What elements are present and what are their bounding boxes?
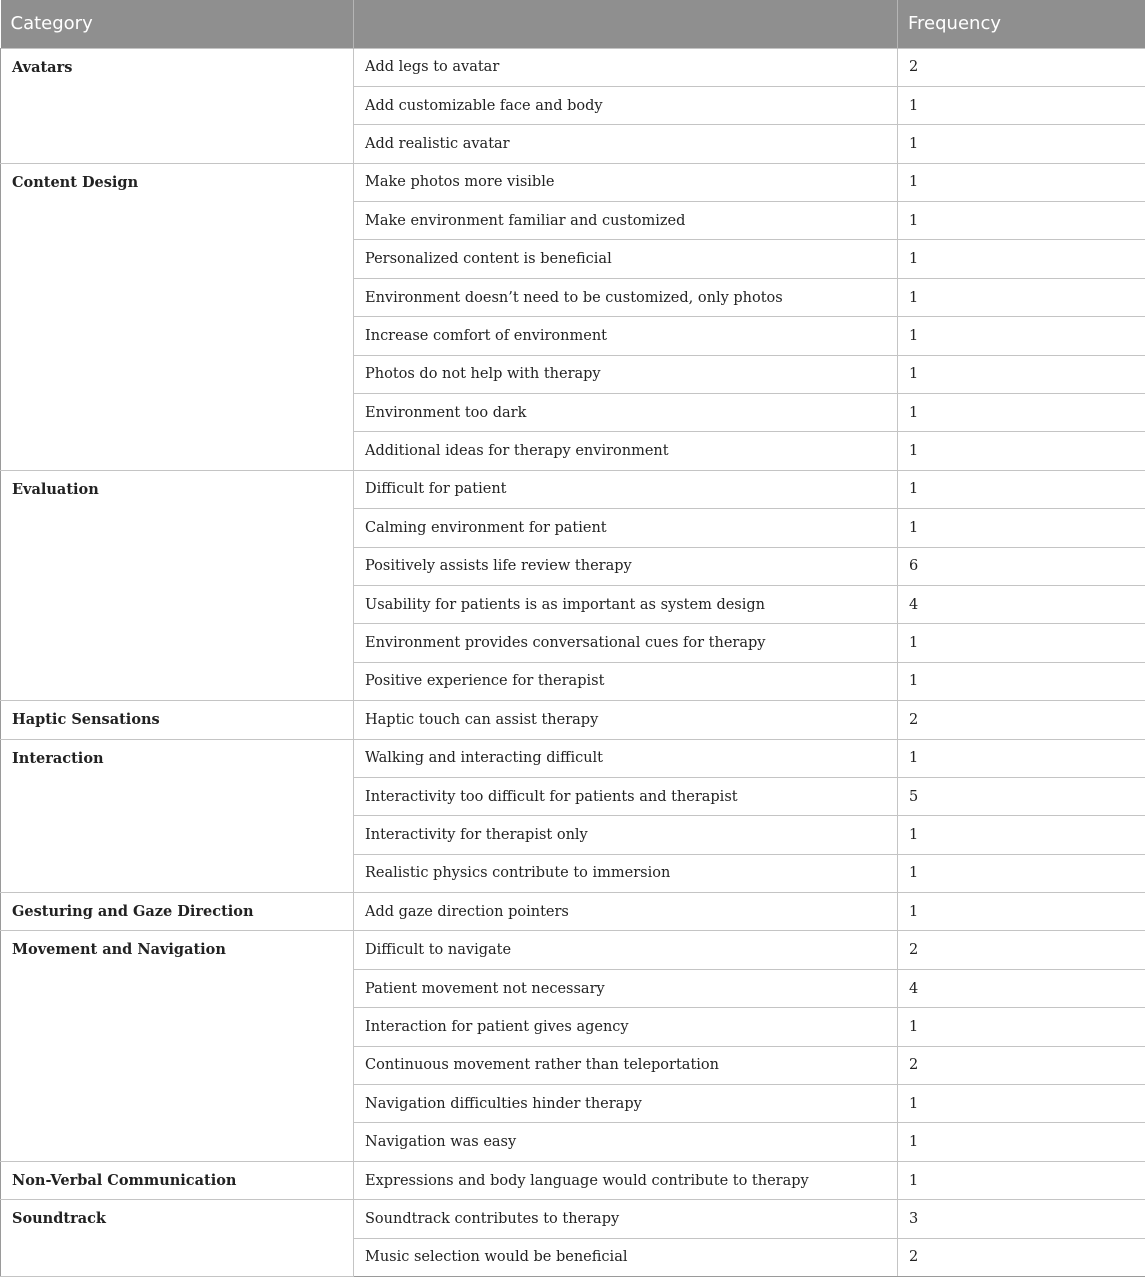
frequency-cell: 1 xyxy=(898,86,1145,124)
table-row xyxy=(1,470,1145,508)
table-row xyxy=(1,1161,1145,1199)
frequency-cell: 6 xyxy=(898,547,1145,585)
table-row xyxy=(1,931,1145,969)
item-cell: Difficult for patient xyxy=(354,470,898,508)
item-cell: Difficult to navigate xyxy=(354,931,898,969)
item-cell: Interactivity for therapist only xyxy=(354,816,898,854)
item-cell: Music selection would be beneficial xyxy=(354,1238,898,1276)
item-cell: Continuous movement rather than teleportation xyxy=(354,1046,898,1084)
frequency-cell: 1 xyxy=(898,509,1145,547)
item-cell: Soundtrack contributes to therapy xyxy=(354,1200,898,1238)
header-frequency: Frequency xyxy=(898,0,1145,48)
table-body xyxy=(1,48,1145,1277)
frequency-cell: 1 xyxy=(898,1008,1145,1046)
frequency-cell: 2 xyxy=(898,1046,1145,1084)
header-item xyxy=(354,0,898,48)
item-cell: Personalized content is beneficial xyxy=(354,240,898,278)
frequency-cell: 1 xyxy=(898,470,1145,508)
table-header xyxy=(1,0,1145,48)
item-cell: Environment provides conversational cues for therapy xyxy=(354,624,898,662)
frequency-cell: 2 xyxy=(898,48,1145,86)
frequency-cell: 2 xyxy=(898,701,1145,739)
frequency-cell: 4 xyxy=(898,969,1145,1007)
item-cell: Environment too dark xyxy=(354,394,898,432)
item-cell: Haptic touch can assist therapy xyxy=(354,701,898,739)
item-cell: Add legs to avatar xyxy=(354,48,898,86)
item-cell: Interactivity too difficult for patients and therapist xyxy=(354,777,898,815)
item-cell: Usability for patients is as important as system design xyxy=(354,585,898,623)
table-row xyxy=(1,163,1145,201)
frequency-cell: 1 xyxy=(898,893,1145,931)
frequency-cell: 1 xyxy=(898,662,1145,700)
category-cell: Content Design xyxy=(1,163,354,470)
frequency-cell: 1 xyxy=(898,624,1145,662)
frequency-cell: 1 xyxy=(898,816,1145,854)
frequency-cell: 1 xyxy=(898,240,1145,278)
frequency-cell: 1 xyxy=(898,394,1145,432)
category-cell: Evaluation xyxy=(1,470,354,700)
category-cell: Interaction xyxy=(1,739,354,893)
item-cell: Navigation difficulties hinder therapy xyxy=(354,1085,898,1123)
item-cell: Interaction for patient gives agency xyxy=(354,1008,898,1046)
category-cell: Haptic Sensations xyxy=(1,701,354,739)
header-category: Category xyxy=(1,0,354,48)
category-cell: Avatars xyxy=(1,48,354,163)
frequency-cell: 4 xyxy=(898,585,1145,623)
frequency-cell: 1 xyxy=(898,278,1145,316)
item-cell: Increase comfort of environment xyxy=(354,317,898,355)
frequency-cell: 3 xyxy=(898,1200,1145,1238)
item-cell: Walking and interacting difficult xyxy=(354,739,898,777)
category-cell: Soundtrack xyxy=(1,1200,354,1277)
category-cell: Non-Verbal Communication xyxy=(1,1161,354,1199)
item-cell: Make photos more visible xyxy=(354,163,898,201)
category-cell: Movement and Navigation xyxy=(1,931,354,1161)
frequency-cell: 2 xyxy=(898,931,1145,969)
item-cell: Add realistic avatar xyxy=(354,125,898,163)
item-cell: Expressions and body language would contribute to therapy xyxy=(354,1161,898,1199)
header-row xyxy=(1,0,1145,48)
frequency-cell: 1 xyxy=(898,854,1145,892)
category-cell: Gesturing and Gaze Direction xyxy=(1,893,354,931)
item-cell: Environment doesn’t need to be customized, only photos xyxy=(354,278,898,316)
frequency-cell: 5 xyxy=(898,777,1145,815)
item-cell: Additional ideas for therapy environment xyxy=(354,432,898,470)
item-cell: Positively assists life review therapy xyxy=(354,547,898,585)
item-cell: Realistic physics contribute to immersion xyxy=(354,854,898,892)
table-row xyxy=(1,48,1145,86)
item-cell: Add gaze direction pointers xyxy=(354,893,898,931)
table-row xyxy=(1,893,1145,931)
table-row xyxy=(1,739,1145,777)
item-cell: Calming environment for patient xyxy=(354,509,898,547)
frequency-cell: 1 xyxy=(898,1085,1145,1123)
item-cell: Photos do not help with therapy xyxy=(354,355,898,393)
item-cell: Make environment familiar and customized xyxy=(354,202,898,240)
frequency-cell: 2 xyxy=(898,1238,1145,1276)
frequency-cell: 1 xyxy=(898,1161,1145,1199)
item-cell: Patient movement not necessary xyxy=(354,969,898,1007)
frequency-cell: 1 xyxy=(898,202,1145,240)
frequency-cell: 1 xyxy=(898,1123,1145,1161)
frequency-cell: 1 xyxy=(898,317,1145,355)
table-row xyxy=(1,1200,1145,1238)
frequency-cell: 1 xyxy=(898,355,1145,393)
item-cell: Positive experience for therapist xyxy=(354,662,898,700)
item-cell: Add customizable face and body xyxy=(354,86,898,124)
frequency-cell: 1 xyxy=(898,163,1145,201)
frequency-cell: 1 xyxy=(898,125,1145,163)
frequency-cell: 1 xyxy=(898,432,1145,470)
frequency-cell: 1 xyxy=(898,739,1145,777)
item-cell: Navigation was easy xyxy=(354,1123,898,1161)
table-row xyxy=(1,701,1145,739)
